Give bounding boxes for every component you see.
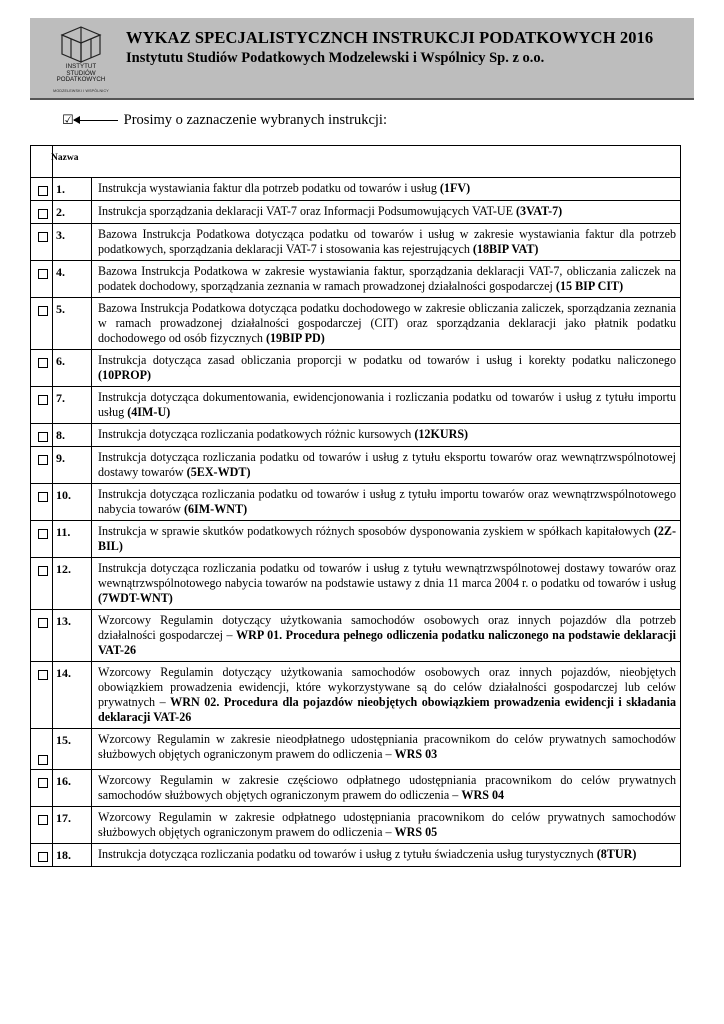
row-number: 6.	[56, 354, 65, 368]
row-text: Bazowa Instrukcja Podatkowa w zakresie wystawiania faktur, sporządzania deklaracji VAT-7, obliczania zaliczek na podatek dochodowy, sporządzania zeznania w ramach prowadzonej działalności gospodarczej	[98, 264, 676, 293]
select-checkbox[interactable]	[38, 566, 48, 576]
logo-subtitle: MODZELEWSKI I WSPÓLNICY	[53, 89, 109, 93]
row-description	[92, 178, 681, 201]
row-code: (3VAT-7)	[516, 204, 563, 218]
column-header-name: Nazwa	[51, 153, 79, 163]
select-checkbox[interactable]	[38, 232, 48, 242]
checked-box-icon: ☑	[62, 113, 74, 128]
row-description	[92, 424, 681, 447]
row-number: 11.	[56, 525, 71, 539]
row-description	[92, 558, 681, 610]
row-description	[92, 770, 681, 807]
row-code: WRS 05	[394, 825, 438, 839]
arrow-left-icon	[74, 120, 118, 121]
select-checkbox[interactable]	[38, 529, 48, 539]
select-checkbox[interactable]	[38, 395, 48, 405]
row-code: (19BIP PD)	[265, 331, 325, 345]
row-number: 17.	[56, 811, 71, 825]
table-row	[31, 298, 681, 350]
row-description	[92, 807, 681, 844]
logo-wordmark: INSTYTUT STUDIÓW PODATKOWYCH	[56, 63, 106, 84]
row-text: Wzorcowy Regulamin w zakresie nieodpłatnego udostępniania pracownikom do celów prywatnych samochodów służbowych objętych ograniczonym prawem do odliczenia –	[98, 732, 676, 761]
table-row	[31, 224, 681, 261]
row-description	[92, 201, 681, 224]
row-text: Instrukcja dotycząca rozliczania podatku od towarów i usług z tytułu eksportu towarów oraz wewnątrzwspólnotowej dostawy towarów	[98, 450, 676, 479]
row-number: 18.	[56, 848, 71, 862]
row-text: Instrukcja dotycząca dokumentowania, ewidencjonowania i rozliczania podatku od towarów i usług z tytułu importu usług	[98, 390, 676, 419]
row-description	[92, 662, 681, 729]
table-row	[31, 610, 681, 662]
row-text: Bazowa Instrukcja Podatkowa dotycząca podatku dochodowego w zakresie obliczania zaliczek, sporządzania zeznania w ramach prowadzonej działalności gospodarczej (CIT) oraz sporządzania deklaracji jako płatnik podatku dochodowego od osób fizycznych	[98, 301, 676, 345]
row-number: 16.	[56, 774, 71, 788]
row-code: (7WDT-WNT)	[98, 591, 173, 605]
row-text: Instrukcja dotycząca rozliczania podatku od towarów i usług z tytułu importu towarów oraz wewnątrzwspólnotowego nabycia towarów	[98, 487, 676, 516]
row-text: Wzorcowy Regulamin dotyczący użytkowania samochodów osobowych oraz innych pojazdów dla potrzeb działalności gospodarczej –	[98, 613, 676, 642]
table-row	[31, 447, 681, 484]
cube-icon	[48, 24, 114, 64]
table-row	[31, 350, 681, 387]
row-code: (10PROP)	[98, 368, 152, 382]
row-code: (2Z-BIL)	[98, 524, 676, 553]
row-number: 12.	[56, 562, 71, 576]
table-row	[31, 484, 681, 521]
row-description	[92, 844, 681, 867]
table-row	[31, 844, 681, 867]
row-text: Instrukcja dotycząca rozliczania podatku od towarów i usług z tytułu świadczenia usług turystycznych	[98, 847, 597, 861]
row-number: 9.	[56, 451, 65, 465]
row-text: Instrukcja wystawiania faktur dla potrzeb podatku od towarów i usług	[98, 181, 440, 195]
row-text: Wzorcowy Regulamin dotyczący użytkowania samochodów osobowych oraz innych pojazdów, nieobjętych obowiązkiem prowadzenia ewidencji, które wykorzystywane są do celów działalności gospodarczej lub celów prywatnych –	[98, 665, 676, 709]
row-description	[92, 610, 681, 662]
row-code: (8TUR)	[596, 847, 637, 861]
select-checkbox[interactable]	[38, 852, 48, 862]
row-text: Instrukcja sporządzania deklaracji VAT-7 oraz Informacji Podsumowujących VAT-UE	[98, 204, 517, 218]
row-code: (4IM-U)	[127, 405, 171, 419]
table-row	[31, 662, 681, 729]
institute-logo	[48, 24, 114, 96]
row-number: 10.	[56, 488, 71, 502]
row-number: 1.	[56, 182, 65, 196]
select-checkbox[interactable]	[38, 209, 48, 219]
table-row	[31, 387, 681, 424]
row-code: (6IM-WNT)	[183, 502, 248, 516]
select-checkbox[interactable]	[38, 269, 48, 279]
row-number: 4.	[56, 265, 65, 279]
selection-instruction	[62, 112, 387, 129]
table-row	[31, 261, 681, 298]
select-checkbox[interactable]	[38, 432, 48, 442]
row-text: Wzorcowy Regulamin w zakresie częściowo odpłatnego udostępniania pracownikom do celów prywatnych samochodów służbowych objętych ograniczonym prawem do odliczenia –	[98, 773, 676, 802]
row-code: WRS 04	[461, 788, 505, 802]
row-code: (1FV)	[439, 181, 471, 195]
table-row	[31, 178, 681, 201]
row-description	[92, 261, 681, 298]
select-checkbox[interactable]	[38, 815, 48, 825]
row-description	[92, 484, 681, 521]
row-number: 14.	[56, 666, 71, 680]
row-number: 2.	[56, 205, 65, 219]
table-header-row	[31, 146, 681, 178]
row-code: WRP 01. Procedura pełnego odliczenia podatku naliczonego na podstawie deklaracji VAT-26	[98, 628, 676, 657]
row-code: WRN 02. Procedura dla pojazdów nieobjętych obowiązkiem prowadzenia ewidencji i składania deklaracji VAT-26	[98, 695, 676, 724]
row-description	[92, 224, 681, 261]
row-number: 15.	[56, 733, 71, 747]
row-code: (15 BIP CIT)	[555, 279, 624, 293]
select-checkbox[interactable]	[38, 755, 48, 765]
row-description	[92, 298, 681, 350]
table-row	[31, 729, 681, 770]
row-text: Instrukcja w sprawie skutków podatkowych różnych sposobów dysponowania zyskiem w spółkach kapitałowych	[98, 524, 654, 538]
select-checkbox[interactable]	[38, 670, 48, 680]
table-row	[31, 521, 681, 558]
document-title: WYKAZ SPECJALISTYCZNCH INSTRUKCJI PODATKOWYCH 2016	[126, 28, 654, 47]
row-text: Wzorcowy Regulamin w zakresie odpłatnego udostępniania pracownikom do celów prywatnych samochodów służbowych objętych ograniczonym prawem do odliczenia –	[98, 810, 676, 839]
row-number: 3.	[56, 228, 65, 242]
row-description	[92, 350, 681, 387]
row-code: (12KURS)	[414, 427, 469, 441]
document-subtitle: Instytutu Studiów Podatkowych Modzelewski i Wspólnicy Sp. z o.o.	[126, 50, 545, 66]
row-description	[92, 729, 681, 770]
document-header	[30, 18, 694, 100]
row-number: 8.	[56, 428, 65, 442]
table-row	[31, 807, 681, 844]
row-description	[92, 447, 681, 484]
table-row	[31, 770, 681, 807]
table-row	[31, 558, 681, 610]
row-description	[92, 521, 681, 558]
row-number: 13.	[56, 614, 71, 628]
select-checkbox[interactable]	[38, 455, 48, 465]
row-text: Instrukcja dotycząca rozliczania podatkowych różnic kursowych	[98, 427, 415, 441]
instructions-table	[30, 145, 681, 867]
instruction-text: Prosimy o zaznaczenie wybranych instrukcji:	[123, 112, 387, 128]
row-text: Instrukcja dotycząca rozliczania podatku od towarów i usług z tytułu wewnątrzwspólnotowej dostawy towarów oraz wewnątrzwspólnotowego nabycia towarów na podstawie ustawy z dnia 11 marca 2004 r. o podatku od towarów i usług	[98, 561, 676, 590]
row-text: Instrukcja dotycząca zasad obliczania proporcji w podatku od towarów i usług i korekty podatku naliczonego	[98, 353, 676, 367]
row-code: (18BIP VAT)	[472, 242, 539, 256]
row-code: (5EX-WDT)	[186, 465, 251, 479]
row-code: WRS 03	[394, 747, 438, 761]
table-row	[31, 424, 681, 447]
select-checkbox[interactable]	[38, 186, 48, 196]
select-checkbox[interactable]	[38, 618, 48, 628]
table-row	[31, 201, 681, 224]
row-number: 5.	[56, 302, 65, 316]
select-checkbox[interactable]	[38, 492, 48, 502]
row-text: Bazowa Instrukcja Podatkowa dotycząca podatku od towarów i usług w zakresie wystawiania faktur dla potrzeb podatkowych, sporządzania deklaracji VAT-7 i stosowania kas rejestrujących	[98, 227, 676, 256]
row-description	[92, 387, 681, 424]
select-checkbox[interactable]	[38, 358, 48, 368]
select-checkbox[interactable]	[38, 778, 48, 788]
select-checkbox[interactable]	[38, 306, 48, 316]
row-number: 7.	[56, 391, 65, 405]
